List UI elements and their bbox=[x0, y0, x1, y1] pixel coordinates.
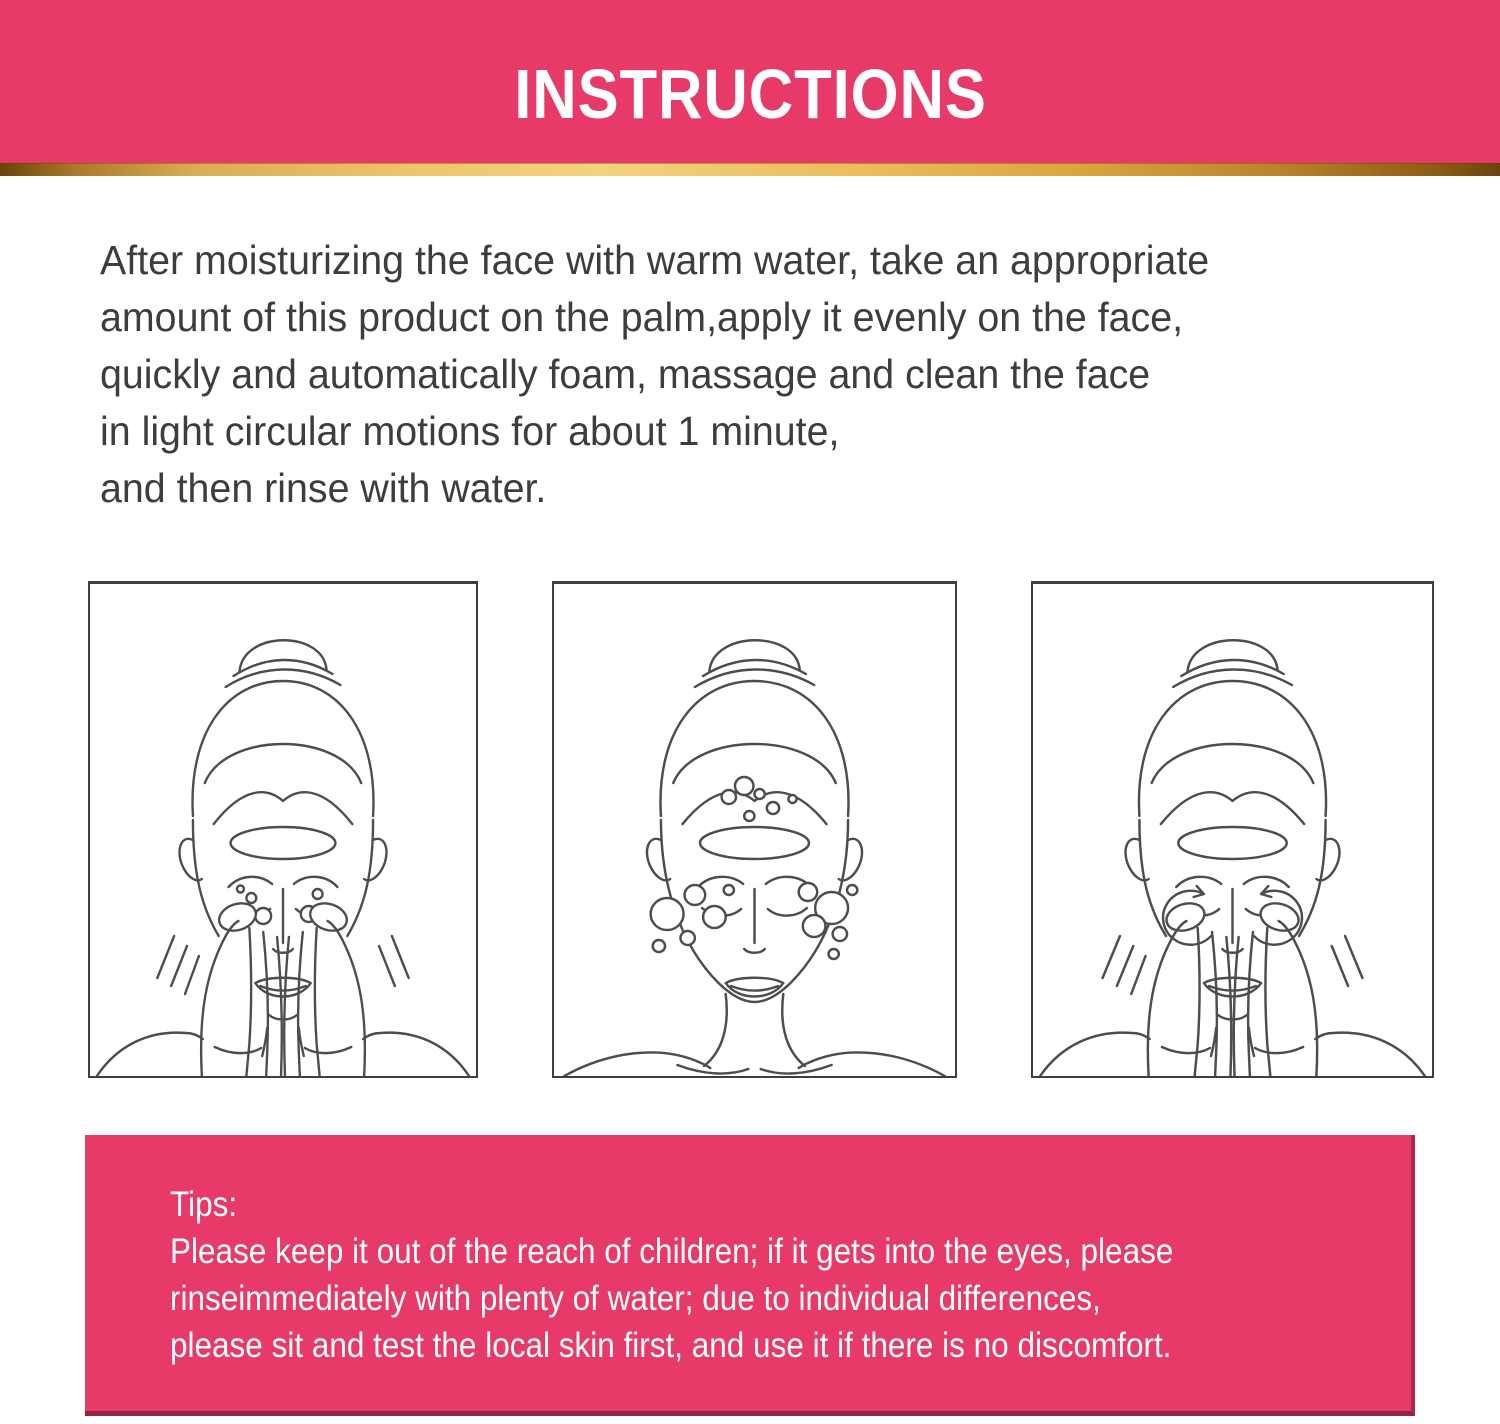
step2-panel bbox=[552, 581, 957, 1078]
header-banner bbox=[0, 0, 1500, 163]
step1-panel bbox=[88, 581, 478, 1078]
circular-massage-motion-icon bbox=[1033, 584, 1432, 1076]
step3-panel bbox=[1031, 581, 1434, 1078]
instruction-line: quickly and automatically foam, massage and clean the face bbox=[100, 351, 1151, 397]
illustration-panels bbox=[0, 581, 1500, 1078]
tips-box bbox=[85, 1135, 1415, 1416]
instruction-line: in light circular motions for about 1 minute, bbox=[100, 408, 840, 454]
instruction-line: amount of this product on the palm,apply it evenly on the face, bbox=[100, 294, 1184, 340]
instruction-line: and then rinse with water. bbox=[100, 465, 547, 511]
tips-line: Please keep it out of the reach of children; if it gets into the eyes, please bbox=[170, 1232, 1174, 1271]
massage-face-with-hands-icon bbox=[90, 584, 476, 1076]
tips-text bbox=[170, 1181, 1287, 1369]
foam-bubbles-on-face-icon bbox=[554, 584, 955, 1076]
usage-instructions-text bbox=[100, 232, 1406, 517]
tips-title: Tips: bbox=[170, 1185, 238, 1224]
gold-divider bbox=[0, 163, 1500, 176]
tips-line: rinseimmediately with plenty of water; due to individual differences, bbox=[170, 1279, 1101, 1318]
page-title: INSTRUCTIONS bbox=[513, 54, 987, 133]
tips-line: please sit and test the local skin first, and use it if there is no discomfort. bbox=[170, 1326, 1172, 1365]
instruction-line: After moisturizing the face with warm water, take an appropriate bbox=[100, 237, 1210, 283]
